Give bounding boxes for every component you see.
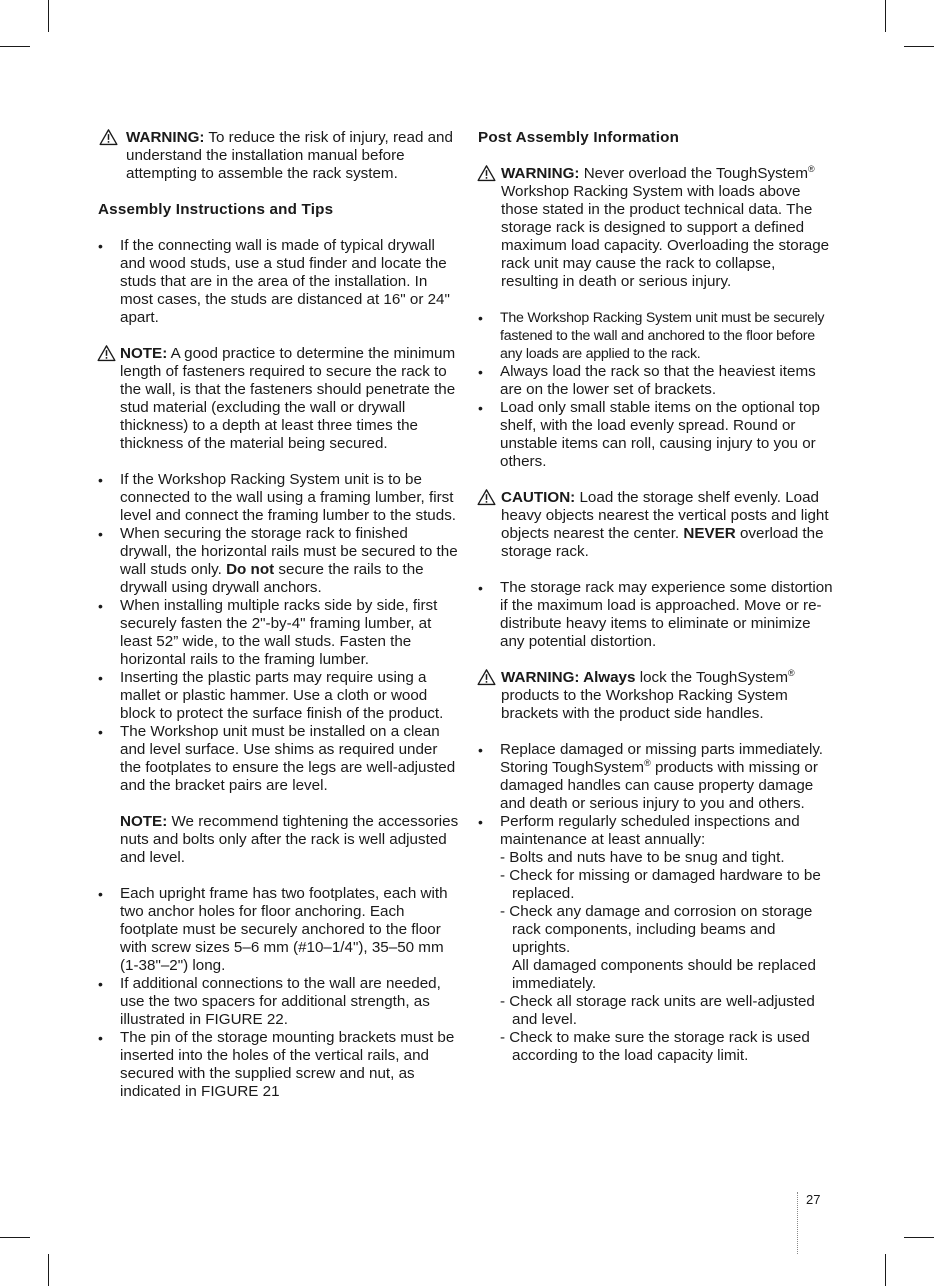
list-item: • If additional connections to the wall are needed, use the two spacers for additional strength, as illustrated in FIGURE 22.	[98, 975, 460, 1029]
section-heading: Assembly Instructions and Tips	[98, 201, 334, 218]
checklist-item: - Check for missing or damaged hardware to be replaced.	[500, 867, 821, 902]
list-item	[98, 525, 460, 597]
warning-triangle-icon	[477, 164, 496, 182]
registered-mark: ®	[788, 667, 795, 678]
page-number: 27	[806, 1192, 821, 1207]
bullet-list	[478, 741, 834, 1065]
checklist-item: - Check all storage rack units are well-adjusted and level.	[500, 993, 815, 1028]
warning-triangle-icon	[97, 344, 116, 362]
warning-text: To reduce the risk of injury, read and understand the installation manual before attempting to assemble the rack system.	[126, 129, 453, 182]
warning-text: lock the ToughSystem	[639, 669, 789, 686]
section-heading: Post Assembly Information	[478, 129, 680, 146]
left-column	[98, 129, 460, 1101]
checklist-note: All damaged components should be replaced immediately.	[512, 957, 816, 992]
list-item: • If the connecting wall is made of typical drywall and wood studs, use a stud finder and locate the studs that are in the area of the installation. In most cases, the studs are distanced at 16" or 24" apart.	[98, 237, 460, 327]
crop-mark	[0, 1237, 30, 1238]
warning-triangle-icon	[477, 668, 496, 686]
warning-triangle-icon	[99, 128, 118, 146]
list-item-text: • Perform regularly scheduled inspections and maintenance at least annually:	[500, 813, 800, 848]
bullet-list	[98, 471, 460, 795]
warning-label: WARNING:	[126, 129, 205, 146]
list-item-text: The Workshop unit must be installed on a clean and level surface. Use shims as required under the footplates to ensure the legs are well-adjusted and the bracket pairs are level.	[120, 723, 456, 794]
list-item: • Always load the rack so that the heaviest items are on the lower set of brackets.	[478, 363, 834, 399]
page-number-divider	[797, 1192, 798, 1254]
list-item	[98, 723, 460, 795]
list-item: • Load only small stable items on the optional top shelf, with the load evenly spread. Round or unstable items can roll, causing injury to you or others.	[478, 399, 834, 471]
list-item: • The pin of the storage mounting brackets must be inserted into the holes of the vertical rails, and secured with the supplied screw and nut, as indicated in FIGURE 21	[98, 1029, 460, 1101]
checklist-item: - Bolts and nuts have to be snug and tight.	[500, 849, 785, 866]
crop-mark	[0, 46, 30, 47]
list-item	[98, 669, 460, 723]
checklist-item: - Check to make sure the storage rack is used according to the load capacity limit.	[500, 1029, 810, 1064]
warning-block	[478, 669, 834, 723]
bullet-list	[478, 309, 834, 471]
registered-mark: ®	[644, 757, 651, 768]
list-item: • The storage rack may experience some distortion if the maximum load is approached. Move or re-distribute heavy items to eliminate or minimize any potential distortion.	[478, 579, 834, 651]
caution-block	[478, 489, 834, 561]
caution-text: overload the storage rack.	[501, 525, 824, 560]
note-text: We recommend tightening the accessories nuts and bolts only after the rack is well adjusted and level.	[120, 813, 459, 866]
crop-mark	[48, 1254, 49, 1286]
crop-mark	[904, 1237, 934, 1238]
warning-label: WARNING:	[501, 165, 580, 182]
warning-block	[478, 165, 834, 291]
right-column	[478, 129, 834, 1065]
list-item	[98, 471, 460, 525]
caution-emphasis: NEVER	[683, 525, 736, 542]
checklist-item: - Check any damage and corrosion on storage rack components, including beams and uprights.	[500, 903, 813, 956]
warning-text: Workshop Racking System with loads above those stated in the product technical data. The storage rack is designed to support a defined maximum load capacity. Overloading the storage rack unit may cause the rack to collapse, resulting in death or serious injury.	[501, 183, 830, 290]
note-label: NOTE:	[120, 345, 168, 362]
list-item-emphasis: Do not	[226, 561, 275, 578]
crop-mark	[885, 1254, 886, 1286]
list-item-text: When installing multiple racks side by side, first securely fasten the 2"-by-4" framing lumber, at least 52” wide, to the wall studs. Fasten the horizontal rails to the framing lumber.	[120, 597, 438, 668]
list-item	[478, 741, 834, 813]
list-item	[478, 813, 834, 1065]
caution-label: CAUTION:	[501, 489, 576, 506]
bullet-list	[98, 885, 460, 1101]
crop-mark	[904, 46, 934, 47]
list-item: • Each upright frame has two footplates, each with two anchor holes for floor anchoring. Each footplate must be securely anchored to the floor with screw sizes 5–6 mm (#10–1/4"), 35–50 mm (1-38"–2") long.	[98, 885, 460, 975]
list-item: • The Workshop Racking System unit must be securely fastened to the wall and anchored to the floor before any loads are applied to the rack.	[478, 309, 834, 363]
crop-mark	[885, 0, 886, 32]
list-item-text: secure the rails to the drywall using drywall anchors.	[120, 561, 424, 596]
warning-text: products to the Workshop Racking System brackets with the product side handles.	[501, 687, 788, 722]
list-item-text: If the Workshop Racking System unit is to be connected to the wall using a framing lumber, first level and connect the framing lumber to the studs.	[120, 471, 457, 524]
note-block	[98, 345, 460, 453]
warning-triangle-icon	[477, 488, 496, 506]
note-block	[98, 813, 460, 867]
caution-text: Load the storage shelf evenly. Load heavy objects nearest the vertical posts and light objects nearest the center.	[501, 489, 829, 542]
list-item-text: Replace damaged or missing parts immediately. Storing ToughSystem	[500, 741, 824, 776]
list-item-text: products with missing or damaged handles can cause property damage and death or serious injury to you and others.	[500, 759, 818, 812]
note-label: NOTE:	[120, 813, 168, 830]
note-text: A good practice to determine the minimum length of fasteners required to secure the rack to the wall, is that the fasteners should penetrate the stud material (excluding the wall or drywall thickness) to a depth at least three times the thickness of the material being secured.	[120, 345, 456, 452]
warning-block	[98, 129, 460, 183]
list-item-text: Inserting the plastic parts may require using a mallet or plastic hammer. Use a cloth or wood block to protect the surface finish of the product.	[120, 669, 444, 722]
warning-text: Never overload the ToughSystem	[583, 165, 808, 182]
list-item-text: When securing the storage rack to finished drywall, the horizontal rails must be secured to the wall studs only.	[120, 525, 458, 578]
registered-mark: ®	[807, 163, 815, 174]
crop-mark	[48, 0, 49, 32]
warning-label: WARNING: Always	[501, 669, 636, 686]
list-item	[98, 597, 460, 669]
